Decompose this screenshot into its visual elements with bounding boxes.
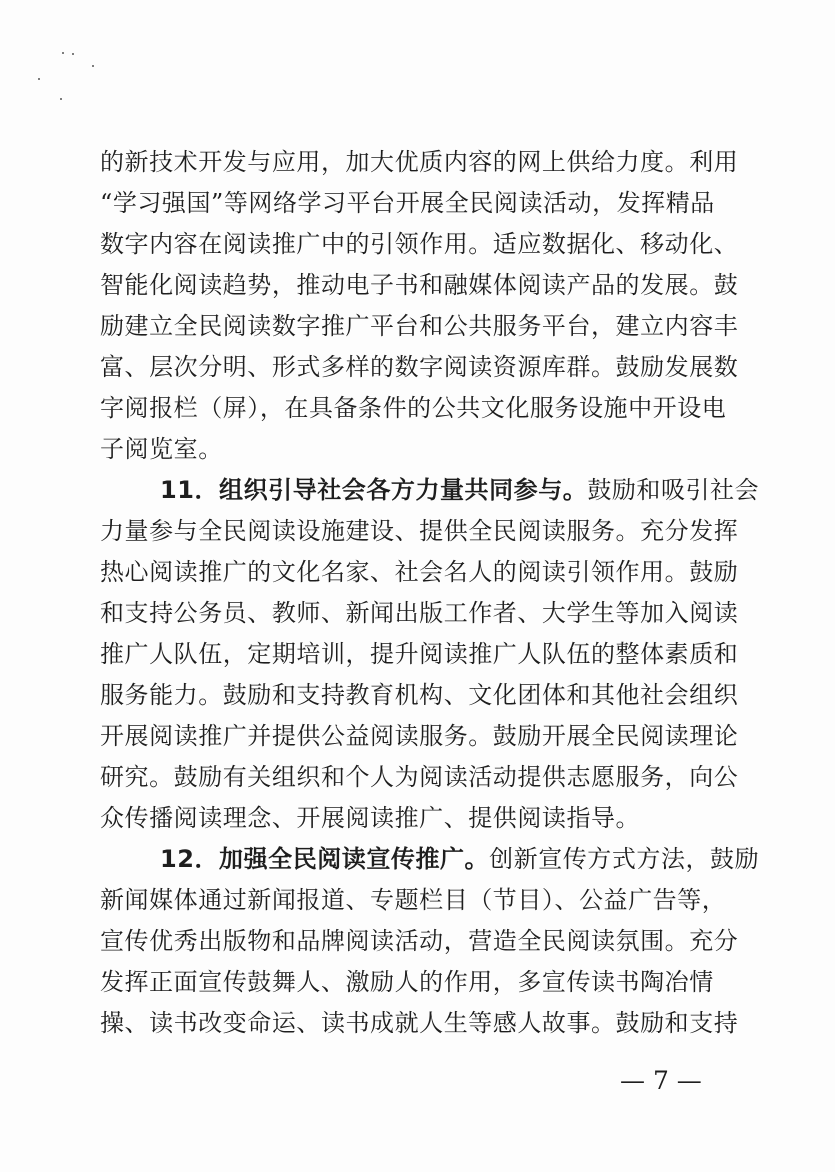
paragraph-1-line: 子阅览室。 — [100, 435, 223, 463]
paragraph-1-line: 的新技术开发与应用，加大优质内容的网上供给力度。利用 — [100, 148, 739, 176]
scan-speck — [72, 53, 74, 55]
paragraph-1-line: 字阅报栏（屏），在具备条件的公共文化服务设施中开设电 — [100, 394, 727, 422]
item-11-first-line-text: 鼓励和吸引社会 — [587, 476, 760, 504]
item-12-first-line-text: 创新宣传方式方法，鼓励 — [489, 845, 760, 873]
item-11-line: 力量参与全民阅读设施建设、提供全民阅读服务。充分发挥 — [100, 517, 739, 545]
item-11-line: 服务能力。鼓励和支持教育机构、文化团体和其他社会组织 — [100, 681, 739, 709]
paragraph-1-line: 富、层次分明、形式多样的数字阅读资源库群。鼓励发展数 — [100, 353, 739, 381]
item-11-line: 推广人队伍，定期培训，提升阅读推广人队伍的整体素质和 — [100, 640, 739, 668]
item-11-line: 众传播阅读理念、开展阅读推广、提供阅读指导。 — [100, 804, 641, 832]
scan-speck — [38, 78, 40, 80]
scan-speck — [60, 98, 62, 100]
scan-speck — [92, 65, 94, 67]
item-12-heading: 12．加强全民阅读宣传推广。 — [160, 845, 490, 873]
paragraph-1-line: 励建立全民阅读数字推广平台和公共服务平台，建立内容丰 — [100, 312, 739, 340]
item-11-line: 研究。鼓励有关组织和个人为阅读活动提供志愿服务，向公 — [100, 763, 739, 791]
scan-speck — [62, 52, 64, 54]
item-11-heading: 11．组织引导社会各方力量共同参与。 — [160, 476, 588, 504]
paragraph-1-line: 智能化阅读趋势，推动电子书和融媒体阅读产品的发展。鼓 — [100, 271, 739, 299]
item-12-line: 宣传优秀出版物和品牌阅读活动，营造全民阅读氛围。充分 — [100, 927, 739, 955]
item-11-line: 和支持公务员、教师、新闻出版工作者、大学生等加入阅读 — [100, 599, 739, 627]
item-12-line: 发挥正面宣传鼓舞人、激励人的作用，多宣传读书陶冶情 — [100, 968, 714, 996]
paragraph-1-line: 数字内容在阅读推广中的引领作用。适应数据化、移动化、 — [100, 230, 739, 258]
item-12-first-line — [160, 844, 759, 874]
page-number: — 7 — — [620, 1066, 702, 1095]
item-11-line: 热心阅读推广的文化名家、社会名人的阅读引领作用。鼓励 — [100, 558, 739, 586]
paragraph-1-line: “学习强国”等网络学习平台开展全民阅读活动，发挥精品 — [100, 189, 715, 217]
item-12-line: 新闻媒体通过新闻报道、专题栏目（节目）、公益广告等， — [100, 886, 727, 914]
item-11-first-line — [160, 475, 759, 505]
item-11-line: 开展阅读推广并提供公益阅读服务。鼓励开展全民阅读理论 — [100, 722, 739, 750]
item-12-line: 操、读书改变命运、读书成就人生等感人故事。鼓励和支持 — [100, 1009, 739, 1037]
